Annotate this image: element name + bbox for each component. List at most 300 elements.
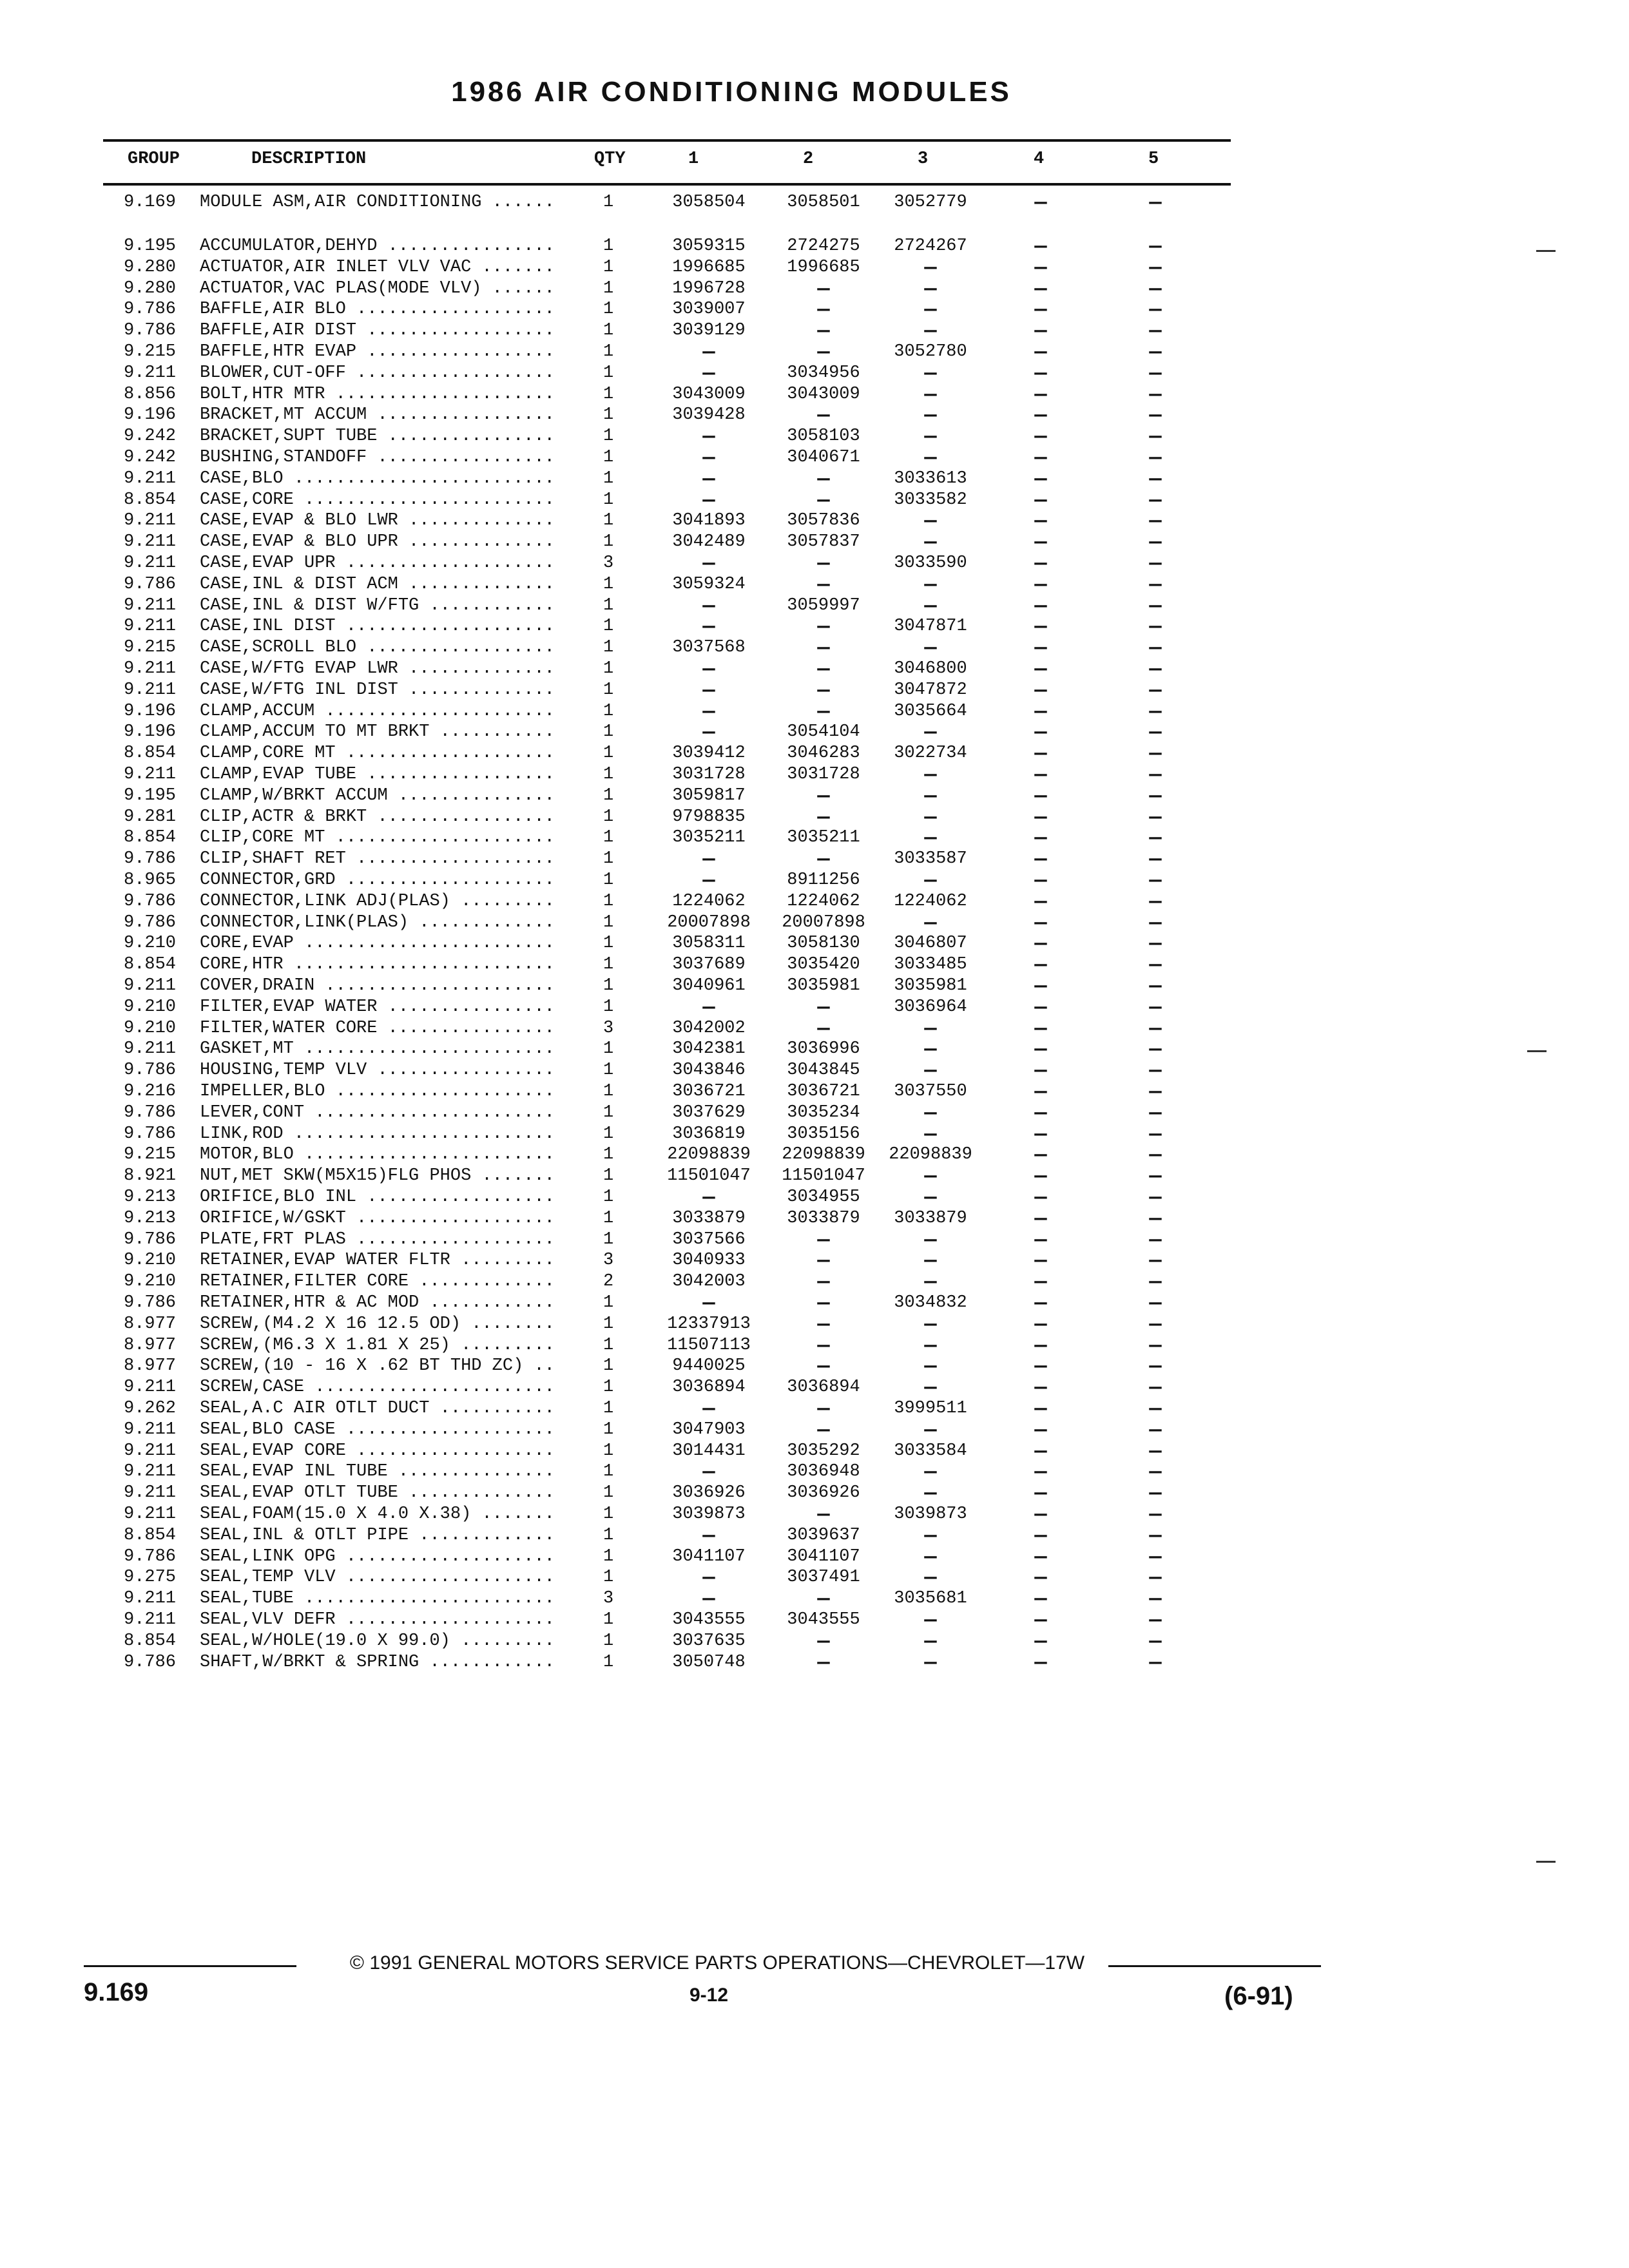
- table-row: [0, 532, 1629, 553]
- table-row: [0, 1060, 1629, 1081]
- table-row: [0, 1124, 1629, 1145]
- row-part-col-3: 3033584: [894, 1441, 967, 1461]
- row-part-col-4: —: [1034, 1544, 1047, 1569]
- row-part-col-3: 3033590: [894, 553, 967, 573]
- row-qty: 1: [603, 828, 614, 848]
- row-group: 9.211: [124, 659, 177, 678]
- footer-right-rule: [1108, 1965, 1321, 1967]
- row-part-col-1: —: [702, 699, 715, 724]
- row-part-col-5: —: [1149, 636, 1162, 660]
- row-part-col-4: —: [1034, 1143, 1047, 1168]
- row-qty: 1: [603, 1504, 614, 1524]
- row-part-col-5: —: [1149, 530, 1162, 555]
- row-part-col-1: 22098839: [667, 1145, 751, 1165]
- table-row: [0, 1567, 1629, 1588]
- row-description: FILTER,EVAP WATER ................: [200, 997, 555, 1017]
- row-part-col-5: —: [1149, 1291, 1162, 1315]
- row-part-col-4: —: [1034, 1270, 1047, 1294]
- row-part-col-5: —: [1149, 1397, 1162, 1421]
- row-part-col-2: 22098839: [782, 1145, 865, 1165]
- row-group: 9.211: [124, 765, 177, 784]
- row-description: CASE,EVAP UPR ....................: [200, 553, 555, 573]
- row-part-col-1: —: [702, 340, 715, 364]
- row-group: 9.210: [124, 1018, 177, 1038]
- row-description: ACTUATOR,AIR INLET VLV VAC .......: [200, 257, 555, 277]
- row-description: FILTER,WATER CORE ................: [200, 1018, 555, 1038]
- row-part-col-2: 1996685: [787, 257, 860, 277]
- row-part-col-3: —: [924, 572, 937, 597]
- row-description: SCREW,(10 - 16 X .62 BT THD ZC) ..: [200, 1356, 555, 1376]
- row-part-col-1: 3042002: [672, 1018, 746, 1038]
- table-row: [0, 236, 1629, 257]
- row-part-col-4: —: [1034, 530, 1047, 555]
- row-part-col-2: —: [817, 1291, 830, 1315]
- row-part-col-4: —: [1034, 1587, 1047, 1611]
- row-part-col-5: —: [1149, 1418, 1162, 1442]
- row-part-col-5: —: [1149, 932, 1162, 956]
- table-row: [0, 341, 1629, 363]
- row-qty: 1: [603, 321, 614, 341]
- row-part-col-2: —: [817, 319, 830, 343]
- row-part-col-3: 3052779: [894, 193, 967, 212]
- row-part-col-5: —: [1149, 1143, 1162, 1168]
- row-qty: 1: [603, 807, 614, 827]
- table-row: [0, 933, 1629, 954]
- table-row: [0, 1356, 1629, 1377]
- row-group: 9.786: [124, 1652, 177, 1672]
- row-part-col-1: 3047903: [672, 1419, 746, 1439]
- row-part-col-5: —: [1149, 1503, 1162, 1526]
- row-description: SEAL,FOAM(15.0 X 4.0 X.38) .......: [200, 1504, 555, 1524]
- table-row: [0, 426, 1629, 447]
- row-part-col-1: 3035211: [672, 828, 746, 848]
- row-part-col-2: 3054104: [787, 722, 860, 742]
- row-qty: 1: [603, 955, 614, 975]
- row-part-col-5: —: [1149, 826, 1162, 850]
- row-part-col-2: 3035981: [787, 976, 860, 995]
- row-part-col-5: —: [1149, 235, 1162, 258]
- row-part-col-1: 12337913: [667, 1314, 751, 1334]
- table-row: [0, 680, 1629, 701]
- column-header-qty: QTY: [594, 149, 626, 169]
- row-description: CLIP,ACTR & BRKT .................: [200, 807, 555, 827]
- column-header-3: 3: [918, 149, 929, 169]
- row-group: 9.211: [124, 553, 177, 573]
- row-part-col-3: —: [924, 1164, 937, 1189]
- row-part-col-5: —: [1149, 361, 1162, 385]
- row-part-col-1: 3039428: [672, 405, 746, 425]
- row-qty: 1: [603, 1187, 614, 1207]
- row-description: CLAMP,W/BRKT ACCUM ...............: [200, 785, 555, 805]
- row-part-col-2: 3036721: [787, 1082, 860, 1101]
- row-description: CLIP,CORE MT .....................: [200, 828, 555, 848]
- row-part-col-3: —: [924, 1312, 937, 1336]
- row-part-col-2: 3057837: [787, 532, 860, 552]
- row-qty: 1: [603, 1039, 614, 1059]
- row-part-col-1: 3039412: [672, 744, 746, 764]
- row-part-col-4: —: [1034, 191, 1047, 215]
- row-part-col-2: —: [817, 636, 830, 660]
- row-part-col-3: —: [924, 910, 937, 935]
- row-group: 9.211: [124, 976, 177, 995]
- row-part-col-1: —: [702, 657, 715, 681]
- row-part-col-5: —: [1149, 509, 1162, 533]
- row-group: 9.210: [124, 934, 177, 954]
- row-qty: 1: [603, 1124, 614, 1144]
- row-part-col-2: 3037491: [787, 1568, 860, 1588]
- row-part-col-5: —: [1149, 615, 1162, 639]
- row-part-col-1: —: [702, 847, 715, 872]
- table-row: [0, 1398, 1629, 1419]
- table-row: [0, 320, 1629, 341]
- table-row: [0, 278, 1629, 300]
- row-part-col-4: —: [1034, 763, 1047, 787]
- row-part-col-2: —: [817, 615, 830, 639]
- row-part-col-1: 9440025: [672, 1356, 746, 1376]
- row-part-col-1: 3037629: [672, 1102, 746, 1122]
- row-part-col-5: —: [1149, 298, 1162, 322]
- table-row: [0, 1039, 1629, 1060]
- row-group: 9.242: [124, 448, 177, 467]
- row-part-col-4: —: [1034, 889, 1047, 914]
- row-part-col-4: —: [1034, 319, 1047, 343]
- row-group: 9.280: [124, 278, 177, 298]
- row-part-col-2: 3058130: [787, 934, 860, 954]
- row-qty: 1: [603, 744, 614, 764]
- row-part-col-4: —: [1034, 1333, 1047, 1358]
- row-part-col-1: 3036819: [672, 1124, 746, 1144]
- row-part-col-4: —: [1034, 1418, 1047, 1442]
- footer-section-number: 9.169: [84, 1978, 149, 2006]
- table-row: [0, 1546, 1629, 1568]
- row-description: SCREW,(M4.2 X 16 12.5 OD) ........: [200, 1314, 555, 1334]
- row-qty: 1: [603, 934, 614, 954]
- row-part-col-5: —: [1149, 572, 1162, 597]
- row-qty: 1: [603, 532, 614, 552]
- row-part-col-5: —: [1149, 319, 1162, 343]
- row-part-col-2: 3035156: [787, 1124, 860, 1144]
- row-part-col-2: 3031728: [787, 765, 860, 784]
- row-part-col-1: —: [702, 869, 715, 892]
- row-part-col-1: 1996728: [672, 278, 746, 298]
- table-row: [0, 975, 1629, 997]
- row-part-col-5: —: [1149, 1206, 1162, 1231]
- row-part-col-4: —: [1034, 720, 1047, 745]
- row-part-col-1: —: [702, 425, 715, 449]
- row-qty: 1: [603, 574, 614, 594]
- row-qty: 1: [603, 1631, 614, 1651]
- row-part-col-2: —: [817, 657, 830, 681]
- row-part-col-1: 9798835: [672, 807, 746, 827]
- row-part-col-2: —: [817, 783, 830, 808]
- row-part-col-1: 3058311: [672, 934, 746, 954]
- row-part-col-3: —: [924, 805, 937, 829]
- row-part-col-2: 3059997: [787, 595, 860, 615]
- row-part-col-1: 3059817: [672, 785, 746, 805]
- table-row: [0, 510, 1629, 532]
- row-group: 8.854: [124, 955, 177, 975]
- table-row: [0, 658, 1629, 680]
- row-part-col-2: —: [817, 678, 830, 702]
- row-description: SEAL,VLV DEFR ....................: [200, 1610, 555, 1629]
- row-group: 9.786: [124, 321, 177, 341]
- row-part-col-3: 3033485: [894, 955, 967, 975]
- row-part-col-1: —: [702, 1186, 715, 1209]
- row-qty: 1: [603, 342, 614, 361]
- row-part-col-2: 3036894: [787, 1378, 860, 1398]
- table-row: [0, 1018, 1629, 1039]
- row-description: BAFFLE,AIR DIST ..................: [200, 321, 555, 341]
- row-description: SHAFT,W/BRKT & SPRING ............: [200, 1652, 555, 1672]
- row-part-col-4: —: [1034, 552, 1047, 575]
- row-part-col-5: —: [1149, 446, 1162, 470]
- row-description: SEAL,EVAP OTLT TUBE ..............: [200, 1483, 555, 1503]
- row-part-col-3: —: [924, 382, 937, 407]
- row-group: 9.196: [124, 405, 177, 425]
- table-row: [0, 490, 1629, 511]
- row-group: 9.786: [124, 1124, 177, 1144]
- row-part-col-2: 3034955: [787, 1187, 860, 1207]
- row-part-col-3: —: [924, 1249, 937, 1273]
- row-description: BRACKET,MT ACCUM .................: [200, 405, 555, 425]
- row-part-col-5: —: [1149, 678, 1162, 702]
- table-row: [0, 1652, 1629, 1673]
- row-part-col-2: 3039637: [787, 1525, 860, 1545]
- row-group: 9.196: [124, 722, 177, 742]
- row-part-col-4: —: [1034, 1376, 1047, 1400]
- row-part-col-3: 3999511: [894, 1399, 967, 1418]
- row-description: CASE,W/FTG INL DIST ..............: [200, 680, 555, 700]
- row-part-col-3: 3033879: [894, 1208, 967, 1228]
- row-part-col-5: —: [1149, 1566, 1162, 1590]
- row-part-col-1: 3041107: [672, 1546, 746, 1566]
- table-row: [0, 1441, 1629, 1462]
- row-qty: 1: [603, 1568, 614, 1588]
- row-part-col-3: 1224062: [894, 891, 967, 911]
- row-part-col-4: —: [1034, 593, 1047, 618]
- row-group: 8.921: [124, 1166, 177, 1186]
- row-part-col-3: 3046800: [894, 659, 967, 678]
- row-qty: 1: [603, 1652, 614, 1672]
- row-qty: 1: [603, 1610, 614, 1629]
- table-row: [0, 827, 1629, 849]
- row-part-col-5: —: [1149, 1439, 1162, 1463]
- row-part-col-4: —: [1034, 1312, 1047, 1336]
- row-part-col-1: 3059324: [672, 574, 746, 594]
- row-part-col-4: —: [1034, 1122, 1047, 1146]
- row-group: 9.211: [124, 1419, 177, 1439]
- row-part-col-5: —: [1149, 1186, 1162, 1209]
- row-part-col-4: —: [1034, 995, 1047, 1019]
- table-row: [0, 954, 1629, 975]
- row-part-col-4: —: [1034, 298, 1047, 322]
- row-group: 9.210: [124, 1251, 177, 1271]
- row-part-col-5: —: [1149, 593, 1162, 618]
- row-part-col-2: —: [817, 1587, 830, 1611]
- row-part-col-2: —: [817, 276, 830, 301]
- row-qty: 1: [603, 765, 614, 784]
- row-group: 8.854: [124, 744, 177, 764]
- table-row: [0, 257, 1629, 278]
- row-part-col-4: —: [1034, 340, 1047, 364]
- row-part-col-4: —: [1034, 1566, 1047, 1590]
- row-part-col-4: —: [1034, 869, 1047, 892]
- row-qty: 1: [603, 1525, 614, 1545]
- row-part-col-5: —: [1149, 1650, 1162, 1675]
- row-part-col-3: —: [924, 1100, 937, 1125]
- row-part-col-1: 3040933: [672, 1251, 746, 1271]
- row-group: 9.280: [124, 257, 177, 277]
- row-part-col-1: 3033879: [672, 1208, 746, 1228]
- table-row: [0, 553, 1629, 574]
- row-qty: 1: [603, 1061, 614, 1081]
- row-part-col-5: —: [1149, 1333, 1162, 1358]
- row-part-col-4: —: [1034, 1164, 1047, 1189]
- row-description: CLIP,SHAFT RET ...................: [200, 849, 555, 869]
- row-part-col-1: —: [702, 1397, 715, 1421]
- row-group: 9.215: [124, 342, 177, 361]
- row-part-col-2: —: [817, 1270, 830, 1294]
- row-description: CASE,CORE ........................: [200, 490, 555, 510]
- table-row: [0, 299, 1629, 320]
- table-row: [0, 1483, 1629, 1504]
- row-qty: 3: [603, 1589, 614, 1609]
- row-part-col-3: —: [924, 869, 937, 892]
- row-part-col-5: —: [1149, 1587, 1162, 1611]
- row-qty: 3: [603, 1018, 614, 1038]
- row-part-col-2: 3043009: [787, 384, 860, 404]
- row-part-col-1: 3039007: [672, 300, 746, 320]
- row-part-col-1: —: [702, 995, 715, 1019]
- row-part-col-4: —: [1034, 932, 1047, 956]
- row-part-col-2: —: [817, 552, 830, 575]
- table-row: [0, 363, 1629, 384]
- row-group: 9.213: [124, 1208, 177, 1228]
- row-description: SEAL,W/HOLE(19.0 X 99.0) .........: [200, 1631, 555, 1651]
- row-qty: 1: [603, 976, 614, 995]
- row-part-col-1: 3014431: [672, 1441, 746, 1461]
- row-group: 8.856: [124, 384, 177, 404]
- row-qty: 1: [603, 701, 614, 721]
- table-row: [0, 637, 1629, 658]
- row-qty: 1: [603, 236, 614, 256]
- row-part-col-2: 11501047: [782, 1166, 865, 1186]
- row-part-col-3: —: [924, 1566, 937, 1590]
- row-part-col-3: —: [924, 319, 937, 343]
- row-part-col-1: —: [702, 615, 715, 639]
- row-qty: 1: [603, 427, 614, 447]
- row-part-col-2: —: [817, 403, 830, 428]
- row-group: 9.210: [124, 997, 177, 1017]
- row-part-col-3: —: [924, 425, 937, 449]
- table-row: [0, 997, 1629, 1018]
- table-row: [0, 1229, 1629, 1251]
- row-group: 8.854: [124, 490, 177, 510]
- table-row: [0, 1461, 1629, 1483]
- row-part-col-4: —: [1034, 1206, 1047, 1231]
- row-part-col-2: —: [817, 847, 830, 872]
- table-row: [0, 1335, 1629, 1356]
- margin-mark: [1536, 1861, 1556, 1863]
- row-group: 9.786: [124, 849, 177, 869]
- row-part-col-4: —: [1034, 678, 1047, 702]
- row-description: CASE,INL & DIST ACM ..............: [200, 574, 555, 594]
- row-description: ORIFICE,BLO INL ..................: [200, 1187, 555, 1207]
- row-part-col-3: —: [924, 593, 937, 618]
- row-part-col-1: —: [702, 361, 715, 385]
- row-part-col-4: —: [1034, 826, 1047, 850]
- row-group: 9.195: [124, 785, 177, 805]
- table-row: [0, 701, 1629, 722]
- row-part-col-2: —: [817, 1650, 830, 1675]
- row-part-col-2: —: [817, 1354, 830, 1379]
- row-group: 8.977: [124, 1314, 177, 1334]
- table-row: [0, 785, 1629, 807]
- row-description: SEAL,EVAP CORE ...................: [200, 1441, 555, 1461]
- row-part-col-1: 3050748: [672, 1652, 746, 1672]
- row-part-col-4: —: [1034, 657, 1047, 681]
- row-part-col-3: —: [924, 636, 937, 660]
- row-group: 9.786: [124, 1061, 177, 1081]
- row-part-col-5: —: [1149, 1481, 1162, 1506]
- row-description: CLAMP,ACCUM TO MT BRKT ...........: [200, 722, 555, 742]
- row-part-col-2: —: [817, 1418, 830, 1442]
- row-part-col-2: —: [817, 1503, 830, 1526]
- row-qty: 1: [603, 617, 614, 637]
- row-part-col-3: —: [924, 1418, 937, 1442]
- row-part-col-5: —: [1149, 1122, 1162, 1146]
- row-part-col-4: —: [1034, 1439, 1047, 1463]
- row-description: CASE,INL & DIST W/FTG ............: [200, 595, 555, 615]
- row-part-col-1: 3042489: [672, 532, 746, 552]
- row-description: COVER,DRAIN ......................: [200, 976, 555, 995]
- row-qty: 1: [603, 278, 614, 298]
- row-part-col-2: 3043845: [787, 1061, 860, 1081]
- row-group: 9.216: [124, 1082, 177, 1101]
- row-part-col-1: —: [702, 446, 715, 470]
- row-group: 9.211: [124, 511, 177, 531]
- row-group: 8.977: [124, 1356, 177, 1376]
- table-row: [0, 1144, 1629, 1166]
- row-part-col-2: 3034956: [787, 363, 860, 383]
- row-qty: 1: [603, 1399, 614, 1418]
- row-part-col-3: 3033587: [894, 849, 967, 869]
- row-part-col-1: 3042381: [672, 1039, 746, 1059]
- row-part-col-1: —: [702, 593, 715, 618]
- row-group: 9.281: [124, 807, 177, 827]
- row-part-col-5: —: [1149, 191, 1162, 215]
- row-part-col-2: 3035211: [787, 828, 860, 848]
- row-part-col-1: 3037689: [672, 955, 746, 975]
- row-part-col-2: 3035234: [787, 1102, 860, 1122]
- row-part-col-5: —: [1149, 276, 1162, 301]
- row-qty: 1: [603, 384, 614, 404]
- row-group: 9.786: [124, 574, 177, 594]
- row-part-col-3: —: [924, 720, 937, 745]
- row-part-col-4: —: [1034, 1059, 1047, 1083]
- row-description: ACCUMULATOR,DEHYD ................: [200, 236, 555, 256]
- row-group: 8.965: [124, 870, 177, 890]
- row-qty: 1: [603, 722, 614, 742]
- table-row: [0, 405, 1629, 426]
- table-row: [0, 1271, 1629, 1293]
- table-row: [0, 1314, 1629, 1335]
- table-row: [0, 870, 1629, 891]
- table-row: [0, 1081, 1629, 1102]
- row-group: 9.211: [124, 363, 177, 383]
- row-part-col-4: —: [1034, 1481, 1047, 1506]
- row-qty: 1: [603, 891, 614, 911]
